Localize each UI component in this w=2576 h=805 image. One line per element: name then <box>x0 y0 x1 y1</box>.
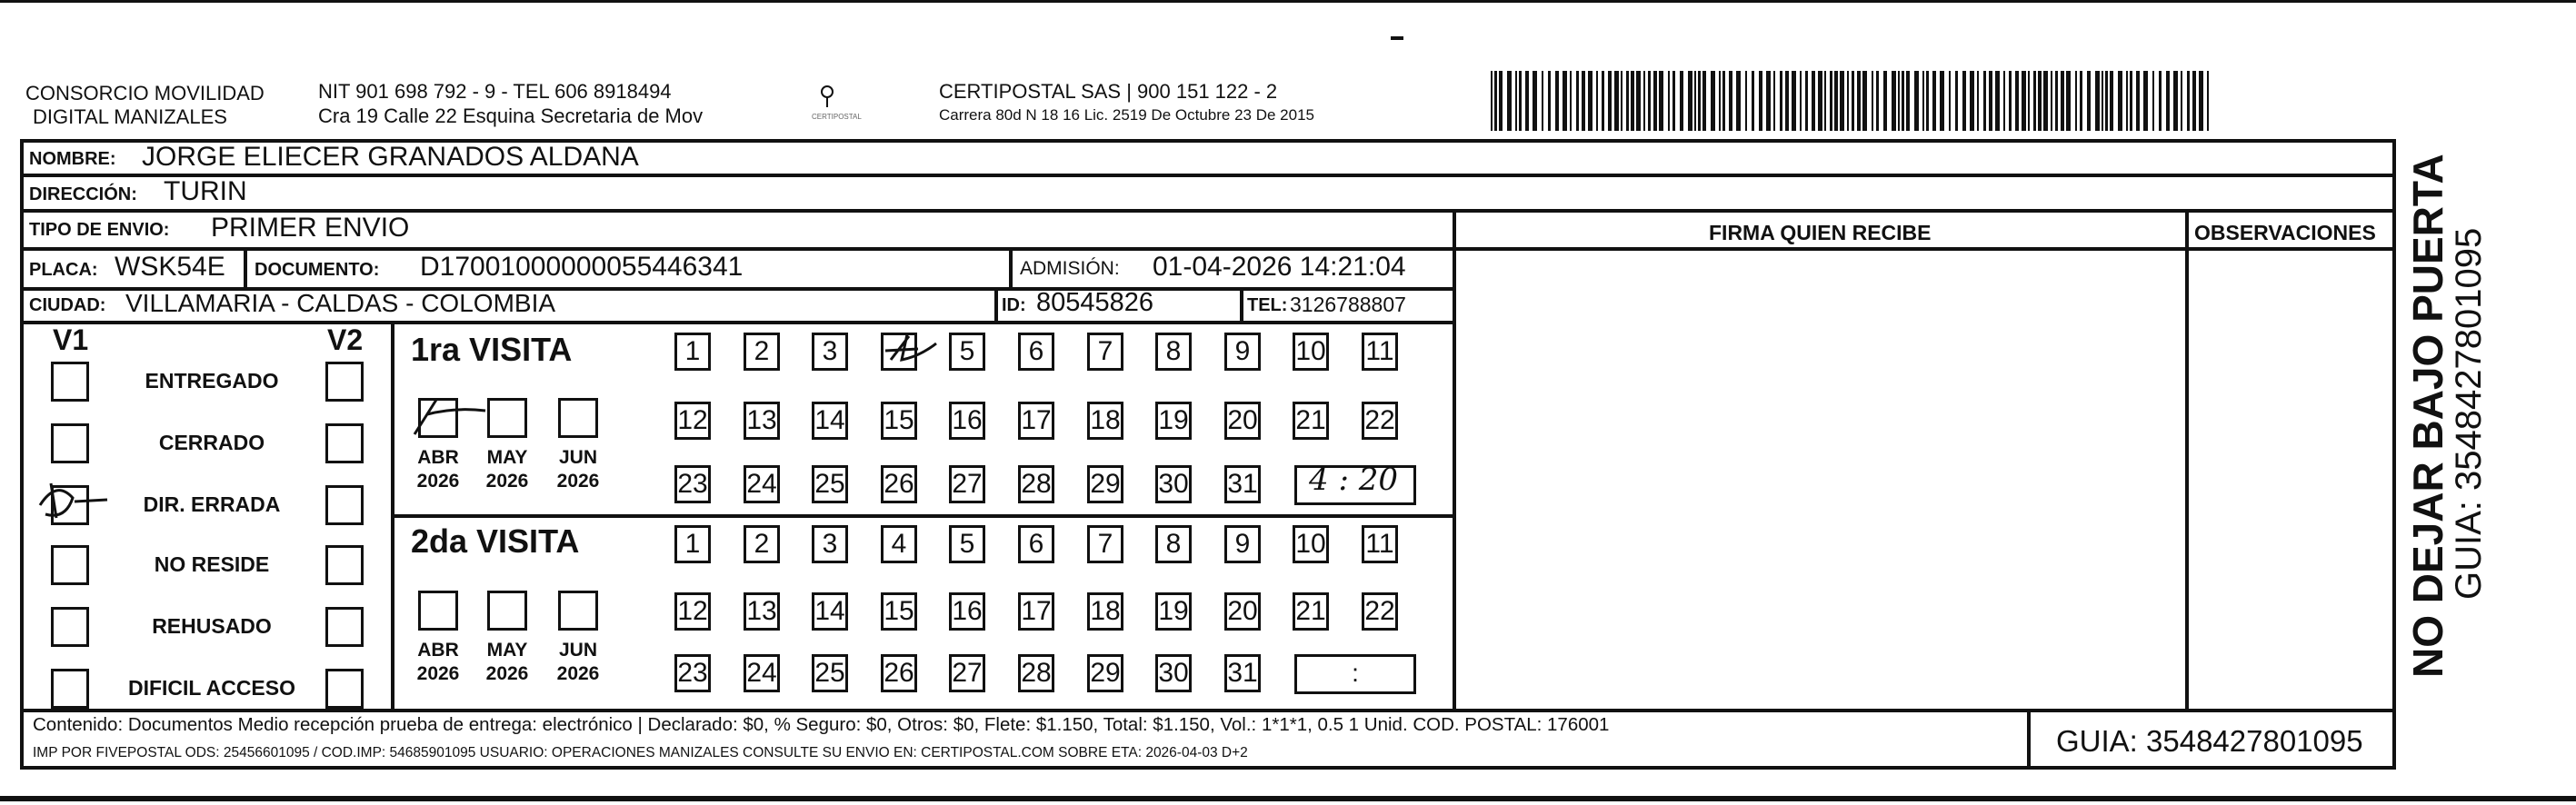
placa-label: PLACA: <box>29 260 98 280</box>
year-label: 2026 <box>556 471 600 492</box>
month-label: MAY <box>486 640 528 661</box>
footer-guia: GUIA: 3548427801095 <box>2056 724 2363 758</box>
first-visit-day-box[interactable]: 19 <box>1155 402 1192 440</box>
second-visit-day-box[interactable]: 21 <box>1293 592 1329 631</box>
first-visit-day-box[interactable]: 2 <box>744 333 780 371</box>
second-visit-day-box[interactable]: 7 <box>1087 525 1123 563</box>
first-visit-day-box[interactable]: 30 <box>1155 465 1192 503</box>
address-line: Cra 19 Calle 22 Esquina Secretaria de Mov <box>318 104 704 127</box>
month-label: ABR <box>417 447 459 468</box>
first-visit-day-box[interactable]: 23 <box>674 465 711 503</box>
reason-label: CERRADO <box>158 431 265 454</box>
documento-value: D17001000000055446341 <box>420 252 744 282</box>
second-visit-day-box[interactable]: 8 <box>1155 525 1192 563</box>
first-visit-title: 1ra VISITA <box>411 331 573 368</box>
second-visit-day-box[interactable]: 10 <box>1293 525 1329 563</box>
reason-label: DIR. ERRADA <box>143 492 281 516</box>
first-visit-day-box[interactable]: 12 <box>674 402 711 440</box>
second-visit-day-box[interactable]: 1 <box>674 525 711 563</box>
second-visit-day-box[interactable]: 6 <box>1018 525 1054 563</box>
second-visit-day-box[interactable]: 12 <box>674 592 711 631</box>
first-visit-day-box[interactable]: 3 <box>812 333 848 371</box>
second-visit-day-box[interactable]: 5 <box>949 525 985 563</box>
first-visit-day-box[interactable]: 18 <box>1087 402 1123 440</box>
first-visit-day-box[interactable]: 9 <box>1224 333 1261 371</box>
imp-text: IMP POR FIVEPOSTAL ODS: 25456601095 / COD.IMP: 54685901095 USUARIO: OPERACIONES MANIZALES CONSULTE SU ENVIO EN: CERTIPOSTAL.COM SOBRE ETA: 2026-04-03 D+2 <box>33 745 1248 760</box>
second-visit-day-box[interactable]: 27 <box>949 654 985 692</box>
second-visit-day-box[interactable]: 14 <box>812 592 848 631</box>
direccion-label: DIRECCIÓN: <box>29 184 137 204</box>
second-visit-day-box[interactable]: 3 <box>812 525 848 563</box>
consortium-name-2: DIGITAL MANIZALES <box>33 105 227 128</box>
direccion-value: TURIN <box>164 176 247 206</box>
ciudad-label: CIUDAD: <box>29 295 106 315</box>
second-visit-day-box[interactable]: 20 <box>1224 592 1261 631</box>
month-label: JUN <box>558 447 597 468</box>
nit-line: NIT 901 698 792 - 9 - TEL 606 8918494 <box>318 80 672 103</box>
second-visit-day-box[interactable]: 9 <box>1224 525 1261 563</box>
first-visit-day-box[interactable]: 1 <box>674 333 711 371</box>
second-visit-day-box[interactable]: 16 <box>949 592 985 631</box>
day4-check-mark <box>885 334 936 360</box>
second-visit-day-box[interactable]: 22 <box>1362 592 1398 631</box>
contenido-text: Contenido: Documentos Medio recepción prueba de entrega: electrónico | Declarado: $0, % Seguro: $0, Otros: $0, Flete: $1.150, Total: $1.150, Vol.: 1*1*1, 0.5 1 Unid. COD. POSTAL: 176001 <box>33 714 1610 735</box>
second-visit-day-box[interactable]: 17 <box>1018 592 1054 631</box>
first-visit-day-box[interactable]: 16 <box>949 402 985 440</box>
first-visit-day-box[interactable]: 11 <box>1362 333 1398 371</box>
second-visit-day-box[interactable]: 25 <box>812 654 848 692</box>
logo-caption: CERTIPOSTAL <box>812 113 862 121</box>
reason-label: NO RESIDE <box>154 552 270 576</box>
first-visit-day-box[interactable]: 31 <box>1224 465 1261 503</box>
second-visit-day-box[interactable]: 13 <box>744 592 780 631</box>
consortium-name-1: CONSORCIO MOVILIDAD <box>25 82 265 104</box>
abr-check-mark <box>414 400 485 434</box>
first-visit-day-box[interactable]: 25 <box>812 465 848 503</box>
documento-label: DOCUMENTO: <box>255 260 380 280</box>
second-visit-day-box[interactable]: 30 <box>1155 654 1192 692</box>
year-label: 2026 <box>416 663 460 684</box>
first-visit-day-box[interactable]: 22 <box>1362 402 1398 440</box>
reason-label: DIFICIL ACCESO <box>127 676 295 700</box>
v2-label: V2 <box>327 323 364 356</box>
first-visit-day-box[interactable]: 28 <box>1018 465 1054 503</box>
second-visit-day-box[interactable]: 15 <box>881 592 917 631</box>
first-visit-day-box[interactable]: 21 <box>1293 402 1329 440</box>
firma-label: FIRMA QUIEN RECIBE <box>1709 221 1932 244</box>
courier-line-1: CERTIPOSTAL SAS | 900 151 122 - 2 <box>939 80 1278 103</box>
observaciones-label: OBSERVACIONES <box>2194 221 2376 244</box>
ciudad-value: VILLAMARIA - CALDAS - COLOMBIA <box>125 289 556 317</box>
reason-label: REHUSADO <box>152 614 272 638</box>
second-visit-day-box[interactable]: 26 <box>881 654 917 692</box>
first-visit-day-box[interactable]: 26 <box>881 465 917 503</box>
first-visit-day-box[interactable]: 5 <box>949 333 985 371</box>
second-visit-day-box[interactable]: 4 <box>881 525 917 563</box>
second-visit-day-box[interactable]: 28 <box>1018 654 1054 692</box>
second-visit-day-box[interactable]: 23 <box>674 654 711 692</box>
first-visit-day-box[interactable]: 17 <box>1018 402 1054 440</box>
guia-divider <box>2027 709 2031 769</box>
nombre-value: JORGE ELIECER GRANADOS ALDANA <box>142 142 639 172</box>
admision-label: ADMISIÓN: <box>1020 258 1120 279</box>
first-visit-day-box[interactable]: 15 <box>881 402 917 440</box>
second-visit-title: 2da VISITA <box>411 522 580 560</box>
second-visit-day-box[interactable]: 31 <box>1224 654 1261 692</box>
second-visit-day-box[interactable]: 19 <box>1155 592 1192 631</box>
first-visit-day-box[interactable]: 8 <box>1155 333 1192 371</box>
second-time-colon: : <box>1352 659 1359 687</box>
courier-line-2: Carrera 80d N 18 16 Lic. 2519 De Octubre 23 De 2015 <box>939 106 1314 124</box>
second-visit-day-box[interactable]: 18 <box>1087 592 1123 631</box>
v1-label: V1 <box>53 323 89 356</box>
placa-value: WSK54E <box>115 252 225 282</box>
tel-label: TEL: <box>1247 295 1288 315</box>
reason-label: ENTREGADO <box>145 369 279 393</box>
second-visit-day-box[interactable]: 24 <box>744 654 780 692</box>
first-visit-day-box[interactable]: 7 <box>1087 333 1123 371</box>
month-label: JUN <box>558 640 597 661</box>
tel-value: 3126788807 <box>1290 293 1406 316</box>
id-label: ID: <box>1002 295 1026 315</box>
month-label: ABR <box>417 640 459 661</box>
admision-value: 01-04-2026 14:21:04 <box>1153 252 1406 282</box>
no-dejar-warning: NO DEJAR BAJO PUERTA <box>2404 154 2451 678</box>
side-guia: GUIA: 3548427801095 <box>2449 227 2489 600</box>
year-label: 2026 <box>485 663 529 684</box>
tipo-envio-label: TIPO DE ENVIO: <box>29 220 170 240</box>
year-label: 2026 <box>416 471 460 492</box>
first-visit-day-box[interactable]: 29 <box>1087 465 1123 503</box>
v1-check-mark <box>40 483 107 518</box>
first-visit-day-box[interactable]: 27 <box>949 465 985 503</box>
first-visit-day-box[interactable]: 24 <box>744 465 780 503</box>
id-value: 80545826 <box>1036 288 1154 317</box>
first-visit-day-box[interactable]: 13 <box>744 402 780 440</box>
first-visit-day-box[interactable]: 10 <box>1293 333 1329 371</box>
month-label: MAY <box>486 447 528 468</box>
second-visit-day-box[interactable]: 11 <box>1362 525 1398 563</box>
tipo-envio-value: PRIMER ENVIO <box>211 213 410 243</box>
first-visit-day-box[interactable]: 20 <box>1224 402 1261 440</box>
year-label: 2026 <box>485 471 529 492</box>
second-visit-day-box[interactable]: 29 <box>1087 654 1123 692</box>
first-time-handwritten: 4 : 20 <box>1309 462 1398 498</box>
year-label: 2026 <box>556 663 600 684</box>
second-visit-day-box[interactable]: 2 <box>744 525 780 563</box>
nombre-label-text: NOMBRE: <box>29 149 116 169</box>
first-visit-day-box[interactable]: 6 <box>1018 333 1054 371</box>
first-visit-day-box[interactable]: 14 <box>812 402 848 440</box>
